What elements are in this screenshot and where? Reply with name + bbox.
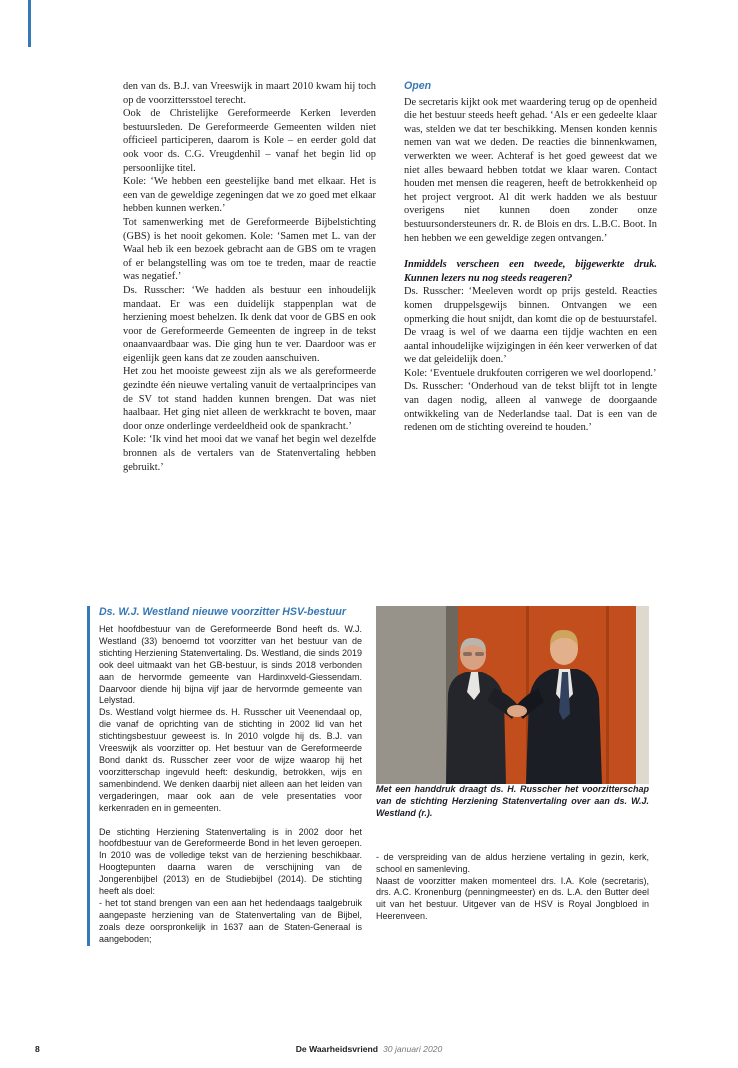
paragraph: Ds. Russcher: ‘Meeleven wordt op prijs gesteld. Reacties komen druppelsgewijs binnen. Ontvangen we een opmerking die hout snijdt, dan komt die op de bestuurstafel. De vraag is wel of we daarna een tijdje wachten en een aantal inhoudelijke wijzigingen in één keer verwerken of dat we dat geleidelijk doen.’ bbox=[404, 286, 657, 366]
section-heading-open: Open bbox=[404, 80, 432, 92]
box-accent-bar bbox=[87, 606, 90, 946]
paragraph: Naast de voorzitter maken momenteel drs. I.A. Kole (secretaris), drs. A.C. Kronenburg (penningmeester) en ds. L.A. den Butter deel uit van het bestuur. Uitgever van de HSV is Royal Jongbloed in Heerenveen. bbox=[376, 875, 649, 922]
page-number: 8 bbox=[35, 1044, 40, 1054]
paragraph: Kole: ‘Ik vind het mooi dat we vanaf het begin wel dezelfde bronnen als de vertalers van de Statenvertaling hebben gebruikt.’ bbox=[123, 434, 376, 473]
paragraph: Ook de Christelijke Gereformeerde Kerken leverden bestuursleden. De Gereformeerde Gemeenten wilden niet officieel participeren, daarom is Kole – en eerder gold dat ook voor ds. C.G. Vreugdenhil – vanaf het begin lid op persoonlijke titel. bbox=[123, 108, 376, 174]
article-right-column bbox=[404, 80, 657, 474]
page-footer bbox=[0, 1044, 738, 1054]
paragraph: Kole: ‘We hebben een geestelijke band met elkaar. Het is een van de geweldige zegeningen dat we zo goed met elkaar hebben kunnen werken.’ bbox=[123, 176, 376, 215]
box-right-column bbox=[376, 606, 649, 946]
box-continuation bbox=[376, 852, 649, 923]
paragraph: - het tot stand brengen van een aan het hedendaags taalgebruik aangepaste herziening van de Statenvertaling van de Bijbel, zoals deze oorspronkelijk in 1637 aan de Staten-Generaal is aangeboden; bbox=[99, 897, 362, 944]
paragraph: Kole: ‘Eventuele drukfouten corrigeren we wel doorlopend.’ bbox=[404, 367, 657, 379]
magazine-name: De Waarheidsvriend bbox=[295, 1044, 379, 1054]
page-accent-bar bbox=[28, 0, 31, 47]
paragraph: Ds. Westland volgt hiermee ds. H. Russcher uit Veenendaal op, die vanaf de oprichting van de stichting in 2002 lid van het stichtingsbestuur geweest is. In 2010 volgde hij ds. B.J. van Vreeswijk als voorzitter op. Het bestuur van de Gereformeerde Bond dankt ds. Russcher zeer voor de wijze waarop hij het voorzitterschap ingevuld heeft: deskundig, betrokken, wijs en samenbindend. We denken daarbij niet alleen aan het leiden van vergaderingen, maar ook aan de vele presentaties voor kerkenraden en in gemeenten. bbox=[99, 707, 362, 813]
issue-date: 30 januari 2020 bbox=[383, 1044, 443, 1054]
box-title: Ds. W.J. Westland nieuwe voorzitter HSV-bestuur bbox=[99, 606, 347, 618]
paragraph: - de verspreiding van de aldus herziene vertaling in gezin, kerk, school en samenleving. bbox=[376, 851, 649, 874]
box-left-column bbox=[99, 606, 362, 946]
article-left-column bbox=[123, 80, 376, 474]
paragraph: De stichting Herziening Statenvertaling is in 2002 door het hoofdbestuur van de Gereformeerde Bond in het leven geroepen. In 2010 was de volledige tekst van de herziening beschikbaar. Hoogtepunten daarna waren de verschijning van de Jongerenbijbel (2013) en de Studiebijbel (2014). De stichting heeft als doel: bbox=[99, 826, 362, 897]
interview-question: Inmiddels verscheen een tweede, bijgewerkte druk. Kunnen lezers nu nog steeds reageren? bbox=[404, 259, 657, 284]
paragraph: Ds. Russcher: ‘Onderhoud van de tekst blijft tot in lengte van dagen nodig, alleen al vanwege de doorgaande ontwikkeling van de Nederlandse taal. Dat is een van de redenen om de stichting overeind te houden.’ bbox=[404, 381, 657, 434]
paragraph: Het zou het mooiste geweest zijn als we als gereformeerde gezindte één nieuwe vertaling vanuit de vertaalprincipes van de SV tot stand hadden kunnen brengen. Dat was niet haalbaar. Het ging niet alleen de werkkracht te boven, maar door onze onderlinge verdeeldheid ook de spankracht.’ bbox=[123, 366, 376, 432]
paragraph: den van ds. B.J. van Vreeswijk in maart 2010 kwam hij toch op de voorzittersstoel terecht. bbox=[123, 81, 376, 106]
paragraph: Tot samenwerking met de Gereformeerde Bijbelstichting (GBS) is het nooit gekomen. Kole: ‘Samen met L. van der Waal heb ik een bezoek gebracht aan de GBS om te vragen of er belangstelling was om toe te treden, maar de reactie was negatief.’ bbox=[123, 216, 376, 283]
handshake-photo bbox=[376, 606, 649, 784]
paragraph: Ds. Russcher: ‘We hadden als bestuur een inhoudelijk mandaat. Er was een duidelijk stappenplan wat de herziening moest behelzen. Ik denk dat voor de GBS en ook voor de Gereformeerde Gemeenten de ingreep in de tekst onaanvaardbaar was. Die ging hun te ver. Daardoor was er eigenlijk geen kans dat ze zouden aanschuiven. bbox=[123, 284, 376, 364]
sidebar-box bbox=[87, 606, 649, 946]
paragraph: Het hoofdbestuur van de Gereformeerde Bond heeft ds. W.J. Westland (33) benoemd tot voorzitter van het bestuur van de stichting Herziening Statenvertaling. Ds. Westland, die sinds 2019 ook deel uitmaakt van het GB-bestuur, is sinds 2018 verbonden aan de hervormde gemeente van Hardinxveld-Giessendam. Daarvoor diende hij bijna vijf jaar de hervormde gemeente van Lelystad. bbox=[99, 624, 362, 706]
article-body bbox=[123, 80, 657, 474]
photo-caption: Met een handdruk draagt ds. H. Russcher het voorzitterschap van de stichting Herziening Statenvertaling over aan ds. W.J. Westland (r.). bbox=[376, 784, 649, 818]
paragraph: De secretaris kijkt ook met waardering terug op de openheid die het bestuur steeds heeft gehad. ‘Als er een gedeelte klaar was, stelden we dat ter beschikking. Mensen konden kennis nemen van wat we deden. De reacties die binnenkwamen, verwerkten we weer. Achteraf is het goed geweest dat we niet alles bewaard hebben totdat we klaar waren. Contact houden met mensen die reageren, heeft de betrokkenheid op het project vergroot. Al dit werk hadden we als bestuur overigens niet kunnen doen zonder onze bestuursondersteuners dr. R. de Blois en drs. L.B.C. Boot. In hen hebben we een geweldige zegen ontvangen.’ bbox=[404, 96, 657, 244]
